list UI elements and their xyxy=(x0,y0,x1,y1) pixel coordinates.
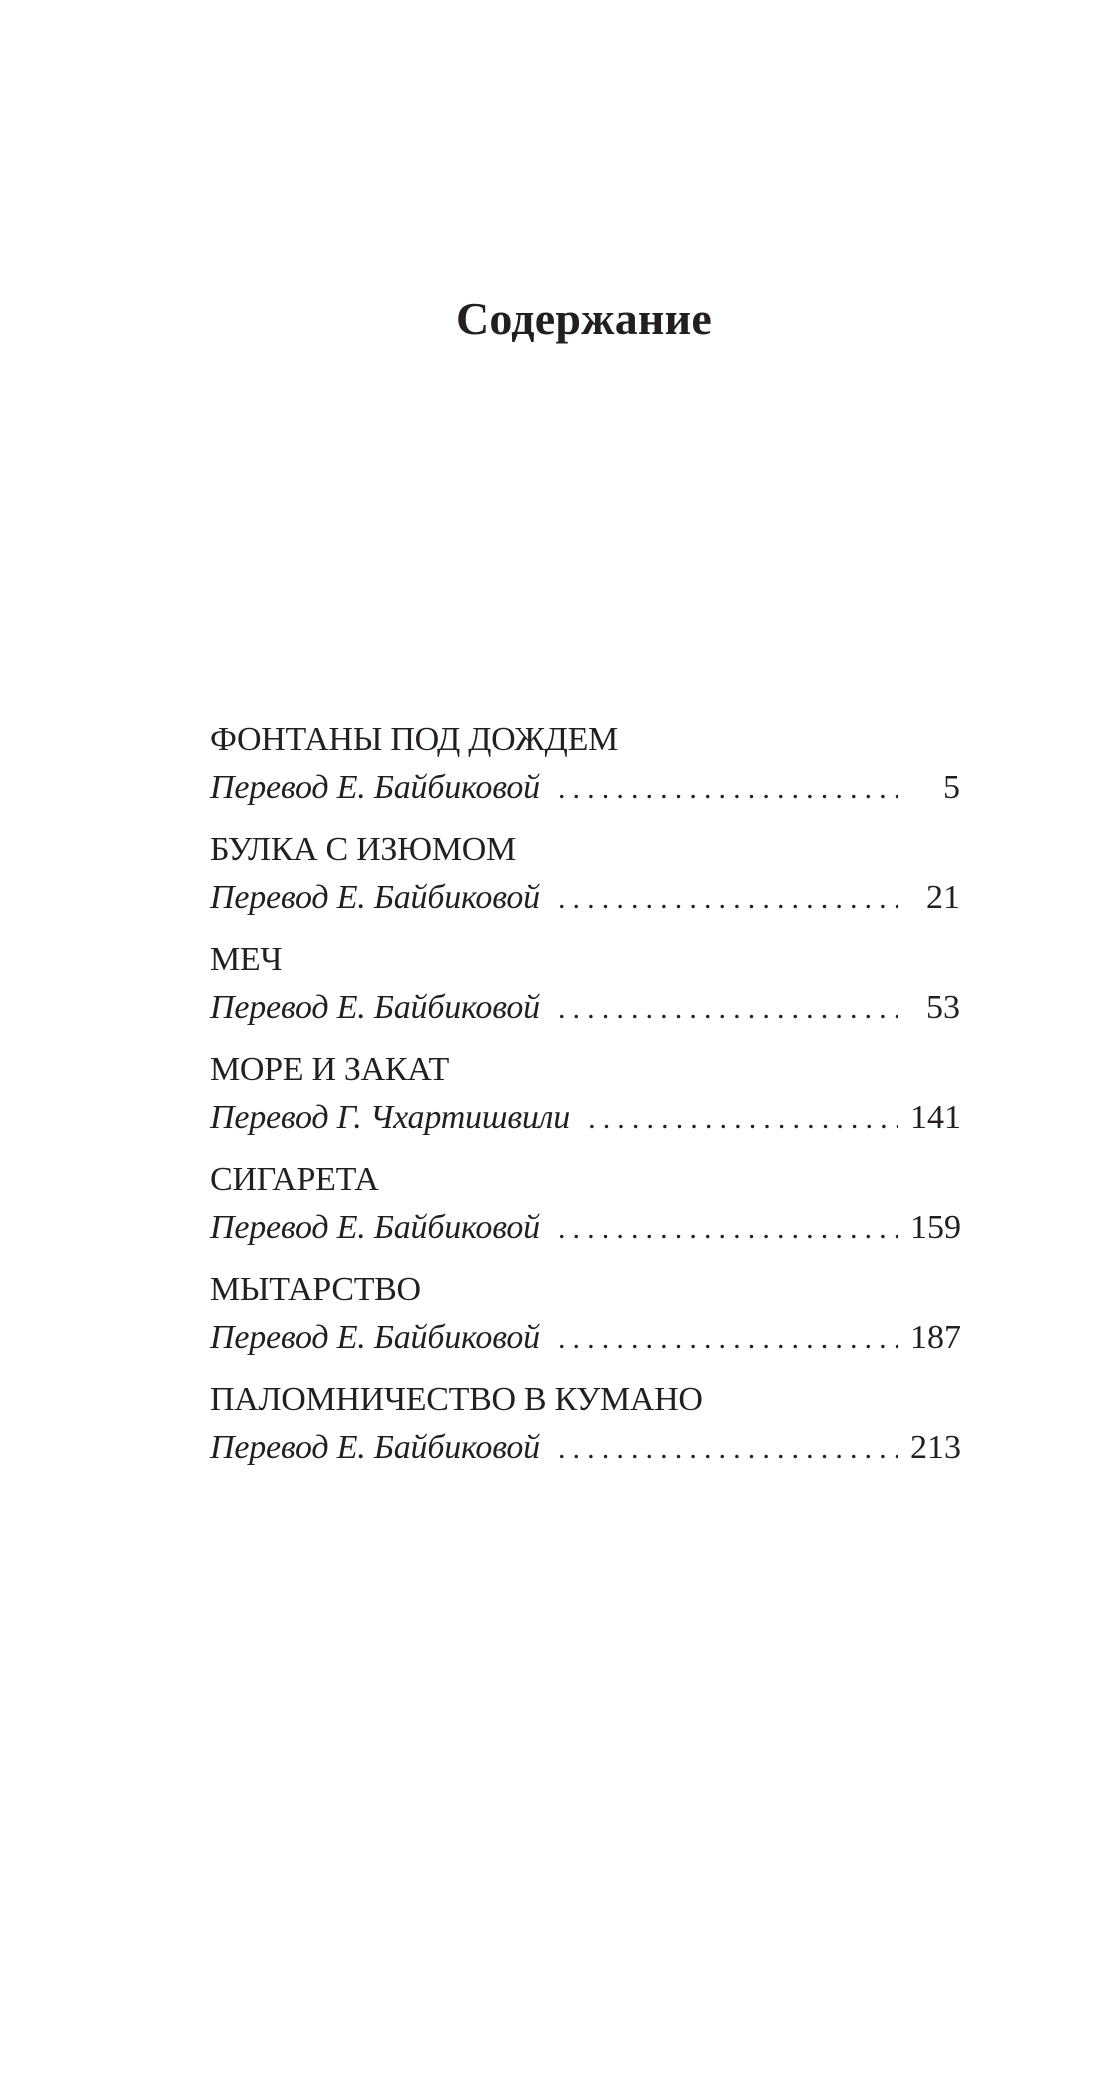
entry-page-number: 21 xyxy=(926,879,960,916)
entry-title: ФОНТАНЫ ПОД ДОЖДЕМ xyxy=(210,721,618,758)
entry-translator: Перевод Е. Байбиковой xyxy=(210,1319,540,1356)
dot-leader xyxy=(558,765,898,813)
dot-leader xyxy=(558,1315,898,1363)
entry-translator: Перевод Г. Чхартишвили xyxy=(210,1099,571,1136)
dot-leader xyxy=(558,985,898,1033)
dot-leader xyxy=(558,1205,898,1253)
entry-line xyxy=(210,1424,960,1472)
entry-line xyxy=(210,764,960,812)
entry-translator: Перевод Е. Байбиковой xyxy=(210,769,540,806)
entry-page-number: 5 xyxy=(943,769,960,806)
entry-title: БУЛКА С ИЗЮМОМ xyxy=(210,831,516,868)
entry-title: МОРЕ И ЗАКАТ xyxy=(210,1051,450,1088)
entry-translator: Перевод Е. Байбиковой xyxy=(210,1209,540,1246)
entry-line xyxy=(210,1094,960,1142)
dot-leader xyxy=(558,875,898,923)
dot-leader xyxy=(558,1425,898,1473)
toc-entry xyxy=(210,1376,960,1486)
entry-line xyxy=(210,984,960,1032)
toc-entry xyxy=(210,826,960,936)
entry-translator: Перевод Е. Байбиковой xyxy=(210,989,540,1026)
entry-translator: Перевод Е. Байбиковой xyxy=(210,879,540,916)
dot-leader xyxy=(588,1095,898,1143)
table-of-contents xyxy=(210,716,960,1486)
toc-entry xyxy=(210,1156,960,1266)
entry-title: МЫТАРСТВО xyxy=(210,1271,421,1308)
entry-title: СИГАРЕТА xyxy=(210,1161,379,1198)
entry-page-number: 159 xyxy=(910,1209,961,1246)
entry-translator: Перевод Е. Байбиковой xyxy=(210,1429,540,1466)
entry-line xyxy=(210,874,960,922)
toc-entry xyxy=(210,1266,960,1376)
page-title: Содержание xyxy=(456,292,712,344)
entry-line xyxy=(210,1314,960,1362)
toc-entry xyxy=(210,716,960,826)
entry-title: ПАЛОМНИЧЕСТВО В КУМАНО xyxy=(210,1381,703,1418)
toc-entry xyxy=(210,1046,960,1156)
entry-page-number: 53 xyxy=(926,989,960,1026)
entry-page-number: 213 xyxy=(910,1429,961,1466)
entry-line xyxy=(210,1204,960,1252)
toc-entry xyxy=(210,936,960,1046)
entry-title: МЕЧ xyxy=(210,941,283,978)
entry-page-number: 141 xyxy=(910,1099,961,1136)
entry-page-number: 187 xyxy=(910,1319,961,1356)
